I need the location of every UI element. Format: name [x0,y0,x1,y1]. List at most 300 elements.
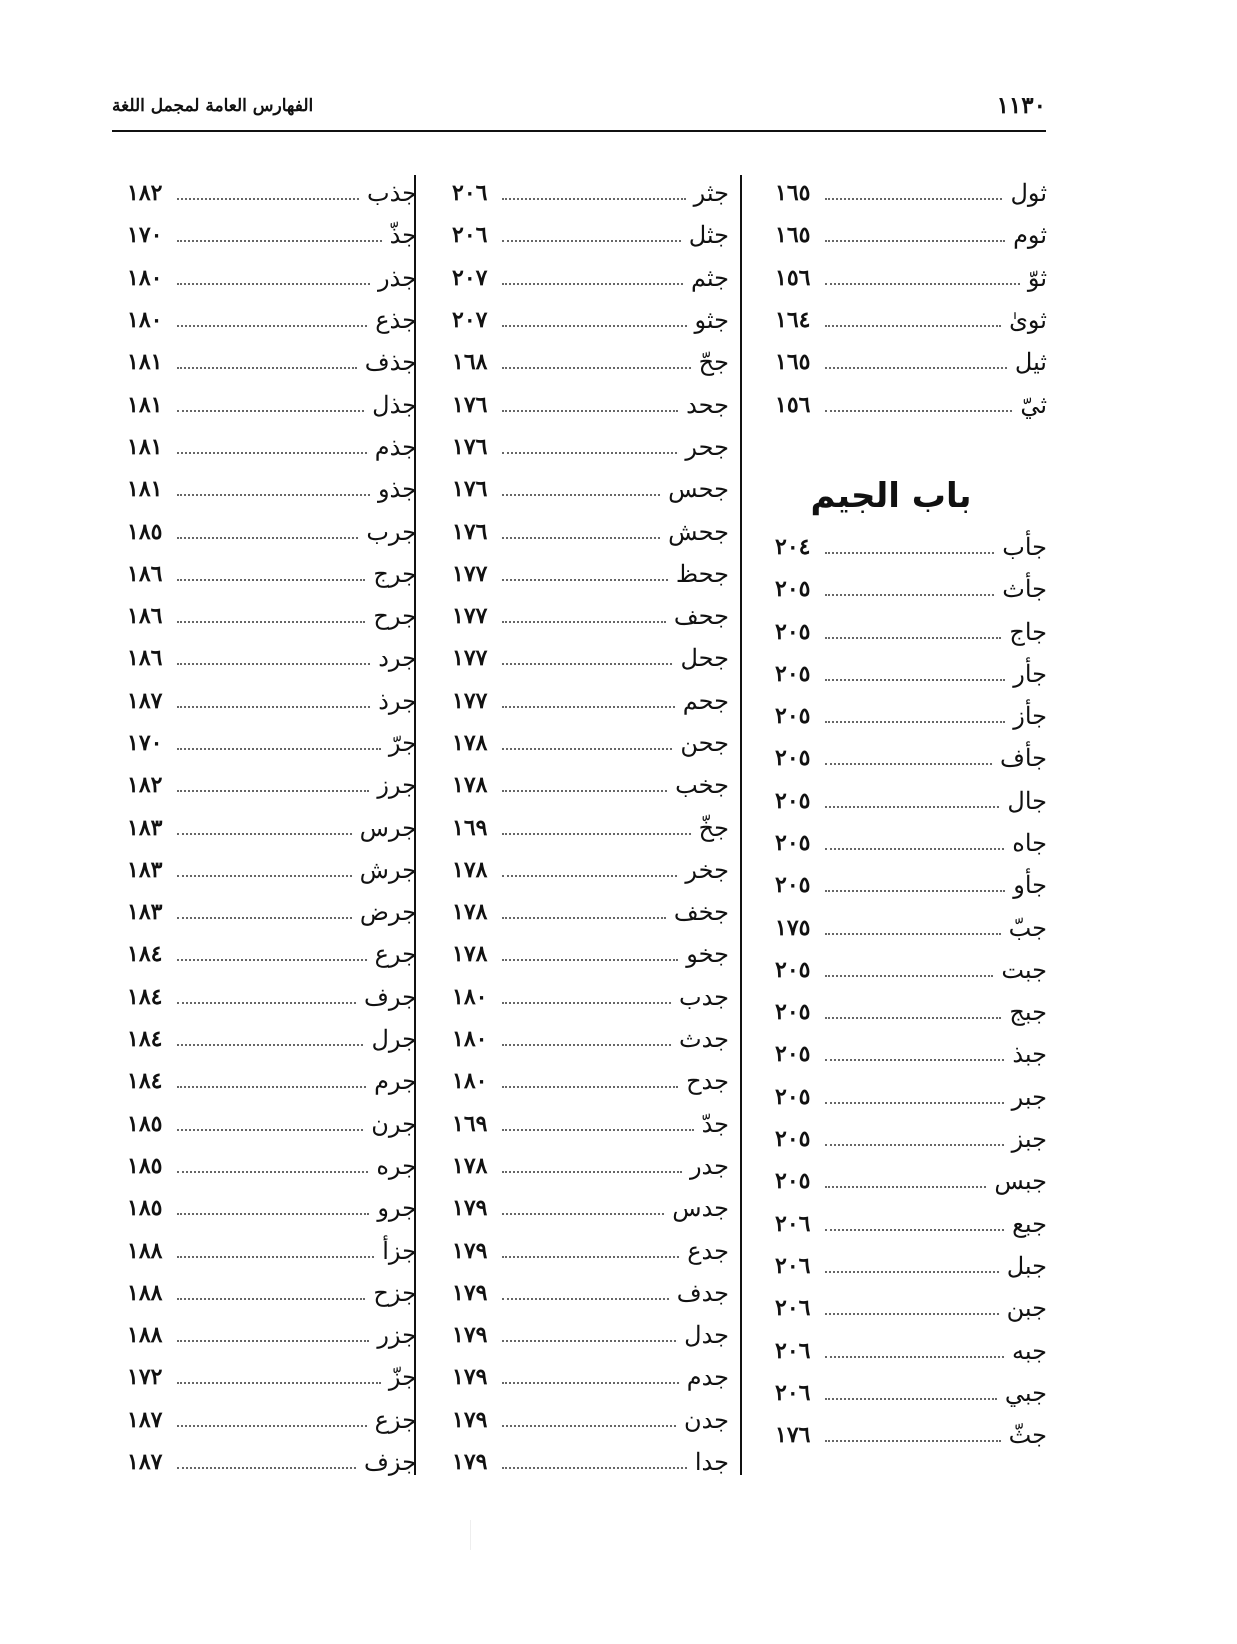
entry-word: جدس [672,1194,729,1223]
index-entry [452,680,729,722]
index-entry [775,1414,1047,1456]
entry-page-number: ١٧٦ [452,391,488,418]
entry-word: جرم [374,1067,417,1096]
entry-page-number: ٢٠٦ [775,1252,811,1279]
entry-page-number: ١٦٤ [775,307,811,334]
dot-leader [177,1002,356,1004]
dot-leader [177,1213,369,1215]
index-entry [452,1229,729,1271]
dot-leader [177,367,357,369]
index-entry [775,864,1047,906]
entry-page-number: ١٨١ [127,476,163,503]
dot-leader [502,917,666,919]
index-entry [452,806,729,848]
dot-leader [177,283,370,285]
index-entry [775,1118,1047,1160]
entry-word: جبج [1009,998,1047,1027]
dot-leader [177,240,382,242]
index-entry [452,1018,729,1060]
dot-leader [177,917,352,919]
index-entry [775,1329,1047,1371]
entry-word: ثوىٰ [1009,306,1047,335]
entry-word: ثيّ [1020,390,1047,419]
index-entry [775,257,1047,299]
index-entry [452,468,729,510]
entry-word: جبّ [1008,913,1047,942]
entry-word: جخو [686,940,729,969]
entry-page-number: ١٨٦ [127,603,163,630]
entry-page-number: ٢٠٦ [452,222,488,249]
dot-leader [177,410,364,412]
entry-page-number: ١٧٧ [452,603,488,630]
entry-word: جحد [686,390,729,419]
entry-page-number: ١٧٦ [452,476,488,503]
entry-word: جذف [364,348,417,377]
entry-word: ثول [1010,179,1047,208]
entry-word: جرب [366,517,417,546]
dot-leader [825,325,1001,327]
dot-leader [177,875,352,877]
entry-word: جأر [1013,659,1047,688]
dot-leader [177,1171,368,1173]
dot-leader [825,848,1004,850]
scan-mark [470,1520,471,1550]
index-entry [452,764,729,806]
entry-page-number: ١٧٦ [452,518,488,545]
entry-word: جدف [676,1278,729,1307]
index-entry [775,1372,1047,1414]
entry-word: جذع [375,306,417,335]
dot-leader [825,1229,1004,1231]
entry-page-number: ١٧٨ [452,856,488,883]
index-entry [452,933,729,975]
dot-leader [825,552,994,554]
index-entry [452,553,729,595]
dot-leader [825,933,1001,935]
entry-page-number: ١٧٠ [127,222,163,249]
dot-leader [177,1129,363,1131]
dot-leader [502,748,672,750]
entry-word: جدع [687,1236,729,1265]
entry-page-number: ١٧٩ [452,1322,488,1349]
dot-leader [502,1425,676,1427]
dot-leader [177,1086,366,1088]
dot-leader [177,663,370,665]
entry-word: جحر [685,432,729,461]
dot-leader [825,198,1002,200]
entry-word: جحش [668,517,729,546]
dot-leader [502,367,691,369]
dot-leader [177,579,365,581]
entry-word: جبي [1004,1378,1047,1407]
index-entry [127,849,417,891]
entry-word: جدّ [701,1109,729,1138]
index-entry [775,1160,1047,1202]
entry-page-number: ١٨٥ [127,518,163,545]
dot-leader [502,1171,682,1173]
entry-word: جحم [682,686,729,715]
index-list [775,172,1047,426]
dot-leader [825,637,1001,639]
dot-leader [502,875,677,877]
index-entry [452,849,729,891]
entry-word: جأف [999,744,1047,773]
entry-page-number: ٢٠٥ [775,872,811,899]
dot-leader [502,1002,671,1004]
entry-page-number: ١٨٠ [452,1026,488,1053]
index-entry [452,976,729,1018]
index-entry [775,949,1047,991]
entry-word: جأب [1002,532,1047,561]
index-entry [452,341,729,383]
entry-page-number: ١٧٩ [452,1195,488,1222]
entry-word: جرّ [388,729,417,757]
entry-word: جثم [690,263,729,292]
entry-page-number: ٢٠٥ [775,745,811,772]
dot-leader [502,1298,669,1300]
dot-leader [502,452,677,454]
entry-word: ثيل [1014,348,1047,377]
entry-word: جزع [374,1405,417,1434]
entry-page-number: ١٨٨ [127,1237,163,1264]
entry-page-number: ١٨٦ [127,560,163,587]
index-column-1 [775,172,1047,1456]
dot-leader [502,283,683,285]
entry-word: جأث [1002,575,1047,604]
page-number: ١١٣٠ [996,92,1046,119]
entry-page-number: ٢٠٦ [775,1210,811,1237]
dot-leader [177,1467,356,1469]
entry-word: جبع [1012,1209,1047,1238]
entry-word: جخّ [698,813,729,842]
index-entry [127,1229,417,1271]
entry-word: جدن [683,1405,729,1434]
dot-leader [177,833,352,835]
index-entry [775,737,1047,779]
dot-leader [825,1186,986,1188]
page-header [112,92,1046,132]
index-entry [127,172,417,214]
entry-page-number: ١٧٩ [452,1364,488,1391]
entry-word: جأز [1013,702,1047,731]
entry-page-number: ١٥٦ [775,264,811,291]
entry-page-number: ١٨١ [127,433,163,460]
entry-page-number: ١٧٧ [452,687,488,714]
index-entry [452,214,729,256]
entry-word: جذم [374,432,417,461]
dot-leader [177,1382,381,1384]
dot-leader [825,721,1005,723]
dot-leader [502,1382,679,1384]
entry-page-number: ١٨٥ [127,1195,163,1222]
dot-leader [177,748,381,750]
dot-leader [502,790,667,792]
entry-word: جرش [359,855,417,884]
entry-page-number: ١٨٠ [452,983,488,1010]
entry-word: جدر [689,1151,729,1180]
dot-leader [502,1340,676,1342]
dot-leader [177,1340,369,1342]
index-entry [127,1103,417,1145]
entry-word: جدث [678,1025,729,1054]
index-entry [127,722,417,764]
dot-leader [825,1271,999,1273]
dot-leader [502,240,681,242]
dot-leader [825,975,993,977]
entry-page-number: ١٧٦ [452,433,488,460]
entry-word: جرز [377,771,417,800]
index-entry [775,906,1047,948]
entry-word: جرن [371,1109,417,1138]
entry-word: جرع [374,940,417,969]
entry-page-number: ٢٠٧ [452,307,488,334]
entry-word: ثوّ [1027,263,1047,292]
entry-word: ثوم [1013,221,1047,250]
index-entry [775,341,1047,383]
entry-page-number: ٢٠٦ [775,1295,811,1322]
entry-page-number: ١٨٠ [127,264,163,291]
entry-page-number: ٢٠٦ [452,180,488,207]
index-entry [452,637,729,679]
dot-leader [502,579,668,581]
entry-page-number: ١٧٥ [775,914,811,941]
index-entry [127,1187,417,1229]
index-entry [775,214,1047,256]
dot-leader [825,763,992,765]
dot-leader [825,1102,1004,1104]
index-entry [127,891,417,933]
index-entry [775,1203,1047,1245]
index-entry [452,891,729,933]
index-entry [452,1103,729,1145]
entry-page-number: ١٨٣ [127,856,163,883]
entry-page-number: ٢٠٤ [775,533,811,560]
dot-leader [825,679,1005,681]
entry-page-number: ١٨٠ [452,1068,488,1095]
entry-word: جدح [686,1067,729,1096]
entry-word: جبل [1006,1251,1047,1280]
index-entry [452,1356,729,1398]
index-entry [775,568,1047,610]
entry-page-number: ١٦٨ [452,349,488,376]
entry-word: جحن [680,729,729,757]
entry-word: جبز [1011,1125,1047,1154]
index-entry [775,653,1047,695]
entry-page-number: ١٨٤ [127,941,163,968]
entry-word: جدم [686,1363,729,1392]
dot-leader [177,494,370,496]
index-entry [775,1287,1047,1329]
entry-page-number: ٢٠٥ [775,787,811,814]
index-entry [127,553,417,595]
entry-word: جاج [1009,617,1047,646]
dot-leader [502,663,672,665]
dot-leader [177,1044,363,1046]
index-entry [127,1356,417,1398]
entry-word: جبس [994,1167,1047,1196]
index-entry [452,722,729,764]
entry-word: جأو [1013,871,1047,900]
entry-word: جزر [377,1321,417,1350]
index-entry [127,257,417,299]
entry-page-number: ١٧٩ [452,1406,488,1433]
index-entry [775,1033,1047,1075]
index-entry [127,468,417,510]
entry-page-number: ١٧٧ [452,645,488,672]
entry-word: جخف [673,898,729,927]
index-entry [452,1145,729,1187]
entry-word: جرو [377,1194,417,1223]
index-entry [127,341,417,383]
entry-page-number: ١٦٩ [452,1110,488,1137]
entry-page-number: ١٨٧ [127,1406,163,1433]
dot-leader [825,1017,1001,1019]
entry-word: جخر [685,855,729,884]
dot-leader [502,1129,694,1131]
index-entry [775,695,1047,737]
index-entry [127,1272,417,1314]
entry-page-number: ١٦٩ [452,814,488,841]
entry-word: جحف [673,602,729,631]
entry-word: جحس [668,475,729,504]
entry-word: جال [1007,786,1047,815]
section-heading: باب الجيم [810,475,972,516]
entry-word: جذّ [389,221,417,250]
dot-leader [825,240,1005,242]
dot-leader [825,806,999,808]
entry-word: جدب [678,982,729,1011]
index-entry [775,1076,1047,1118]
index-entry [452,1187,729,1229]
entry-page-number: ١٨٢ [127,772,163,799]
running-title: الفهارس العامة لمجمل اللغة [112,96,314,116]
dot-leader [177,1256,374,1258]
index-entry [127,383,417,425]
index-list [775,526,1047,1457]
index-entry [452,1441,729,1483]
index-entry [775,383,1047,425]
dot-leader [177,198,359,200]
index-entry [127,214,417,256]
entry-page-number: ٢٠٥ [775,999,811,1026]
entry-page-number: ١٨٧ [127,687,163,714]
entry-word: جزأ [382,1236,417,1265]
index-list [127,172,417,1483]
entry-word: جحل [680,644,729,673]
dot-leader [502,706,675,708]
entry-word: جحظ [675,559,729,588]
dot-leader [177,452,367,454]
index-entry [127,1399,417,1441]
dot-leader [825,890,1005,892]
dot-leader [502,325,687,327]
entry-word: جدا [694,1448,729,1477]
index-entry [127,595,417,637]
index-entry [775,526,1047,568]
index-entry [452,1060,729,1102]
entry-word: جبذ [1012,1040,1047,1069]
entry-page-number: ١٨٣ [127,899,163,926]
index-entry [452,383,729,425]
entry-page-number: ١٧٨ [452,730,488,756]
entry-word: جرس [359,813,417,842]
entry-page-number: ٢٠٧ [452,264,488,291]
entry-page-number: ١٨٤ [127,1068,163,1095]
dot-leader [502,198,686,200]
entry-word: جرف [364,982,417,1011]
dot-leader [177,1298,365,1300]
index-entry [127,1314,417,1356]
index-entry [452,299,729,341]
index-entry [775,299,1047,341]
entry-page-number: ١٧٨ [452,941,488,968]
entry-page-number: ٢٠٥ [775,576,811,603]
index-entry [775,172,1047,214]
index-entry [127,1060,417,1102]
entry-word: جرل [371,1025,417,1054]
dot-leader [177,325,367,327]
entry-page-number: ١٧٩ [452,1449,488,1476]
entry-page-number: ١٧٨ [452,1152,488,1179]
entry-word: جرذ [378,686,417,715]
entry-page-number: ١٨٤ [127,983,163,1010]
index-entry [775,1245,1047,1287]
index-entry [127,1145,417,1187]
dot-leader [825,410,1012,412]
entry-word: جرج [373,559,417,588]
entry-word: جثو [694,306,729,335]
index-entry [452,1272,729,1314]
dot-leader [825,594,994,596]
dot-leader [177,706,370,708]
entry-page-number: ١٨٦ [127,645,163,672]
entry-page-number: ٢٠٥ [775,1041,811,1068]
entry-word: جخب [675,771,729,800]
dot-leader [177,790,369,792]
entry-page-number: ٢٠٦ [775,1337,811,1364]
entry-page-number: ١٨٨ [127,1322,163,1349]
entry-page-number: ١٧٩ [452,1279,488,1306]
entry-page-number: ٢٠٥ [775,1126,811,1153]
entry-word: جثر [693,179,729,208]
entry-word: جدل [684,1321,729,1350]
entry-page-number: ١٨٤ [127,1026,163,1053]
entry-word: جزف [364,1448,417,1477]
entry-page-number: ٢٠٥ [775,830,811,856]
entry-word: جره [376,1151,417,1180]
entry-word: جزح [373,1278,417,1307]
dot-leader [502,1044,671,1046]
entry-page-number: ١٨٢ [127,180,163,207]
entry-word: جاه [1012,829,1047,857]
index-entry [127,637,417,679]
entry-word: جبه [1012,1336,1047,1365]
index-column-3 [127,172,417,1483]
index-column-2 [452,172,729,1483]
entry-word: جذل [372,390,417,419]
index-entry [452,510,729,552]
entry-page-number: ١٧٧ [452,560,488,587]
entry-page-number: ١٨٨ [127,1279,163,1306]
index-entry [127,1018,417,1060]
dot-leader [502,1086,678,1088]
index-entry [127,764,417,806]
entry-word: جزّ [388,1363,417,1392]
dot-leader [502,959,678,961]
entry-page-number: ١٧٢ [127,1364,163,1391]
dot-leader [825,1440,1001,1442]
entry-page-number: ١٨٥ [127,1110,163,1137]
